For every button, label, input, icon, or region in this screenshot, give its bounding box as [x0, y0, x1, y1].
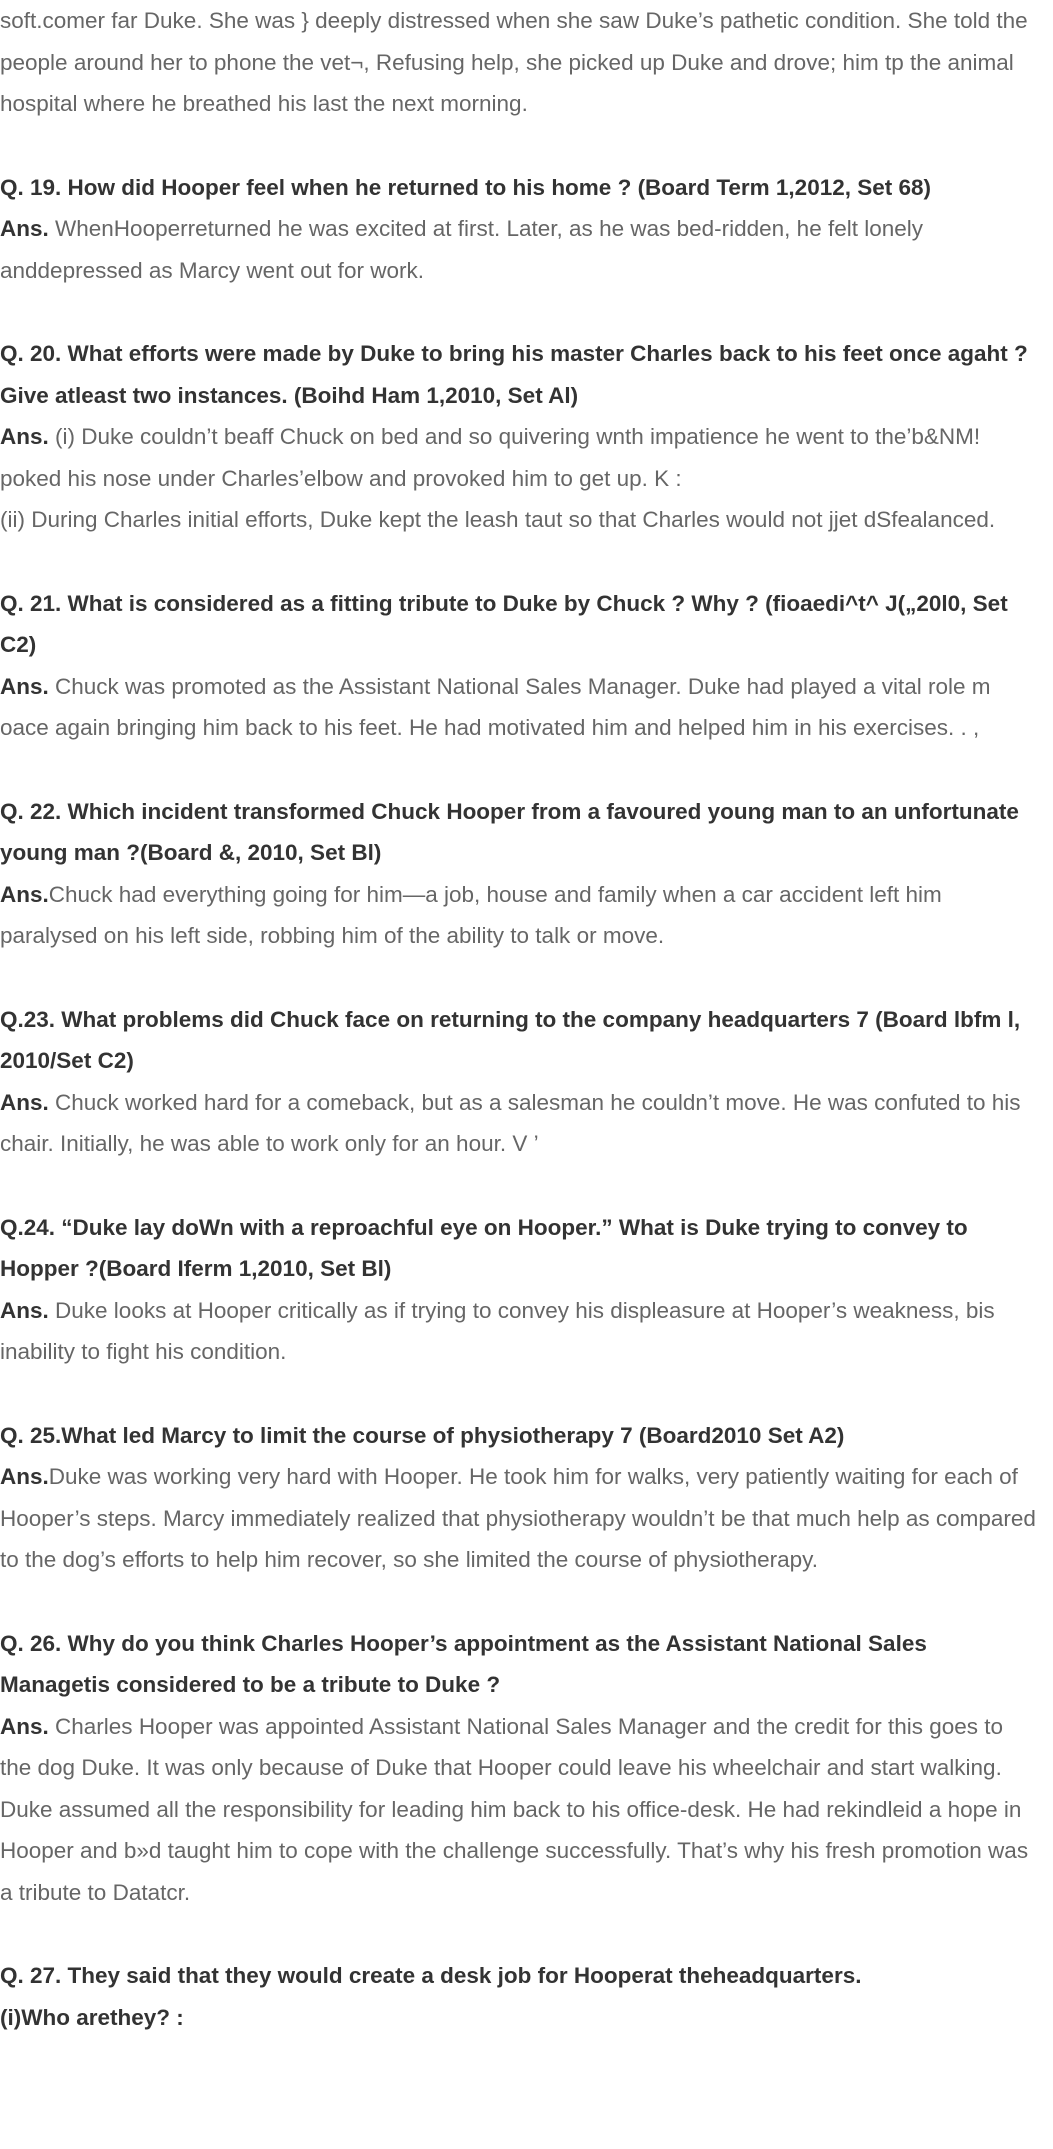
spacer [0, 1913, 1039, 1955]
qa-item-25 [0, 1415, 1039, 1581]
answer-label: Ans. [0, 673, 49, 699]
answer-label: Ans. [0, 1713, 49, 1739]
answer-text: Duke was working very hard with Hooper. He took him for walks, very patiently waiting for each of Hooper’s steps. Marcy immediately realized that physiotherapy wouldn’t be that much help as compared to the dog’s efforts to help him recover, so she limited the course of physiotherapy. [0, 1464, 1036, 1572]
qa-item-27 [0, 1955, 1039, 2038]
answer-text: (i) Duke couldn’t beaff Chuck on bed and so quivering wnth impatience he went to the’b&NM! poked his nose under Charles’elbow and provoked him to get up. K : [0, 424, 981, 491]
qa-item-21 [0, 583, 1039, 749]
qa-item-19 [0, 167, 1039, 292]
qa-item-22 [0, 791, 1039, 957]
question-text: Q. 25.What led Marcy to limit the course of physiotherapy 7 (Board2010 Set A2) [0, 1422, 845, 1448]
answer-text: Duke looks at Hooper critically as if trying to convey his displeasure at Hooper’s weakness, bis inability to fight his condition. [0, 1297, 995, 1364]
answer-paragraph [0, 666, 1039, 749]
qa-item-24 [0, 1207, 1039, 1373]
intro-paragraph: soft.comer far Duke. She was } deeply distressed when she saw Duke’s pathetic condition. She told the people around her to phone the vet¬, Refusing help, she picked up Duke and drove; him tp the animal hospital where he breathed his last the next morning. [0, 8, 1028, 116]
qa-item-20 [0, 333, 1039, 541]
spacer [0, 1581, 1039, 1623]
answer-text: Chuck had everything going for him—a job, house and family when a car accident left him paralysed on his left side, robbing him of the ability to talk or move. [0, 881, 942, 948]
answer-paragraph [0, 1456, 1039, 1581]
spacer [0, 1165, 1039, 1207]
question-text: Q. 27. They said that they would create a desk job for Hooperat theheadquarters. [0, 1963, 862, 1988]
answer-text: (ii) During Charles initial efforts, Duke kept the leash taut so that Charles would not jjet dSfealanced. [0, 507, 996, 532]
answer-paragraph [0, 416, 1039, 499]
answer-paragraph [0, 1706, 1039, 1914]
answer-paragraph [0, 1082, 1039, 1165]
answer-label: Ans. [0, 1297, 49, 1323]
subquestion-text: (i)Who arethey? : [0, 2004, 184, 2030]
spacer [0, 1373, 1039, 1415]
question-text: Q. 20. What efforts were made by Duke to bring his master Charles back to his feet once agaht ? Give atleast two instances. (Boihd Ham 1,2010, Set Al) [0, 341, 1028, 408]
spacer [0, 291, 1039, 333]
question-text: Q.23. What problems did Chuck face on returning to the company headquarters 7 (Board lbfm l, 2010/Set C2) [0, 1006, 1021, 1073]
answer-paragraph [0, 1290, 1039, 1373]
spacer [0, 541, 1039, 583]
answer-paragraph [0, 208, 1039, 291]
question-text: Q. 21. What is considered as a fitting tribute to Duke by Chuck ? Why ? (fioaedi^t^ J(„20l0, Set C2) [0, 590, 1008, 657]
answer-label: Ans. [0, 1464, 49, 1489]
answer-label: Ans. [0, 1089, 49, 1115]
qa-item-26 [0, 1623, 1039, 1914]
answer-label: Ans. [0, 424, 49, 449]
question-text: Q. 19. How did Hooper feel when he returned to his home ? (Board Term 1,2012, Set 68) [0, 174, 932, 200]
spacer [0, 749, 1039, 791]
answer-text: Charles Hooper was appointed Assistant National Sales Manager and the credit for this goes to the dog Duke. It was only because of Duke that Hooper could leave his wheelchair and start walking. Duke assumed all the responsibility for leading him back to his office-desk. He had rekindleid a hope in Hooper and b»d taught him to cope with the challenge successfully. That’s why his fresh promotion was a tribute to Datatcr. [0, 1713, 1029, 1905]
spacer [0, 957, 1039, 999]
question-text: Q.24. “Duke lay doWn with a reproachful eye on Hooper.” What is Duke trying to convey to Hopper ?(Board Iferm 1,2010, Set Bl) [0, 1214, 968, 1281]
answer-label: Ans. [0, 881, 49, 907]
answer-text: Chuck worked hard for a comeback, but as a salesman he couldn’t move. He was confuted to his chair. Initially, he was able to work only for an hour. V ’ [0, 1089, 1021, 1156]
question-text: Q. 22. Which incident transformed Chuck Hooper from a favoured young man to an unfortunate young man ?(Board &, 2010, Set Bl) [0, 798, 1019, 865]
qa-item-23 [0, 999, 1039, 1165]
spacer [0, 125, 1039, 167]
answer-text: Chuck was promoted as the Assistant National Sales Manager. Duke had played a vital role m oace again bringing him back to his feet. He had motivated him and helped him in his exercises. . , [0, 673, 991, 740]
question-text: Q. 26. Why do you think Charles Hooper’s appointment as the Assistant National Sales Managetis considered to be a tribute to Duke ? [0, 1630, 927, 1697]
answer-paragraph [0, 874, 1039, 957]
answer-label: Ans. [0, 216, 49, 241]
answer-text: WhenHooperreturned he was excited at first. Later, as he was bed-ridden, he felt lonely anddepressed as Marcy went out for work. [0, 216, 924, 283]
